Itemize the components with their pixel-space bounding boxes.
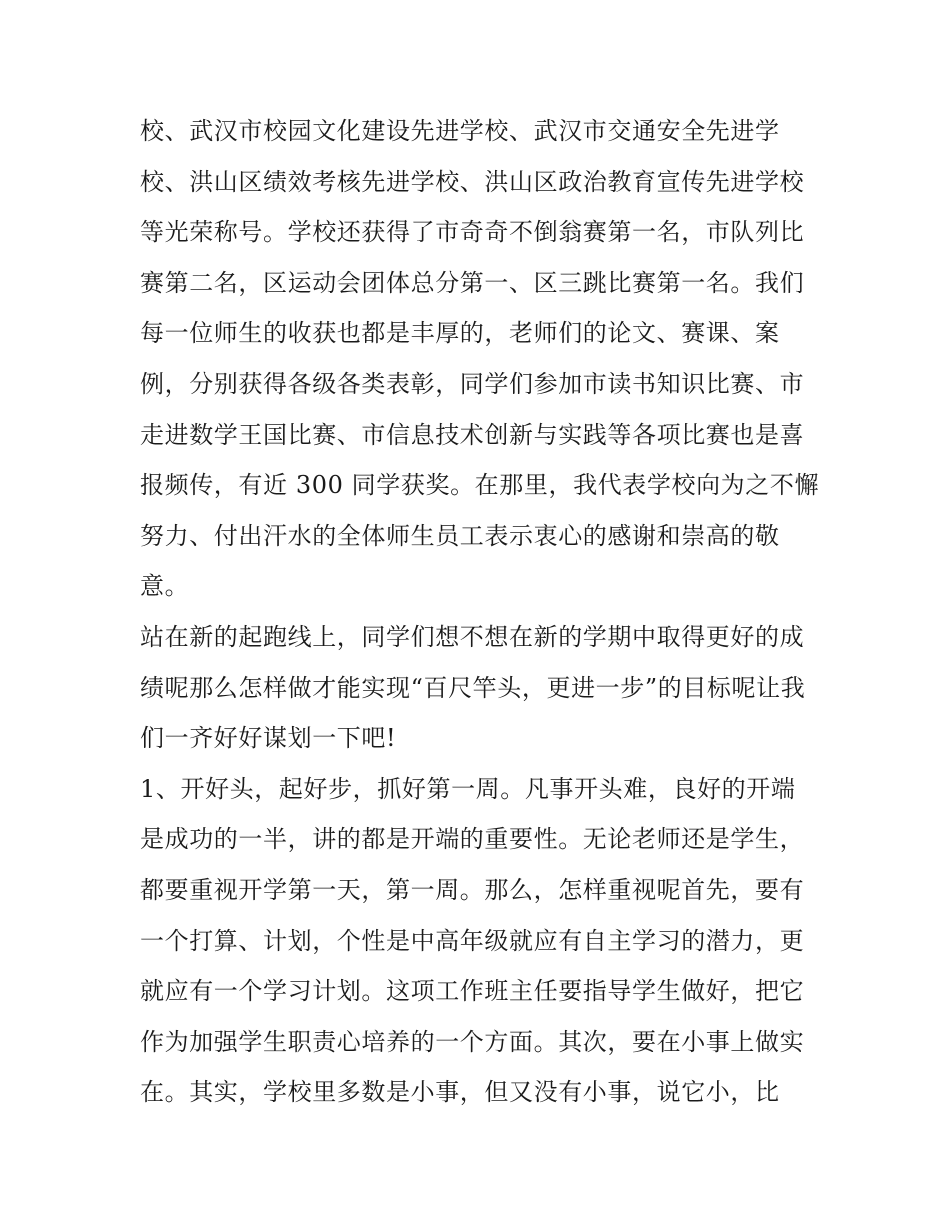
text-line: 努力、付出汗水的全体师生员工表示衷心的感谢和崇高的敬 <box>140 521 780 550</box>
text-line: 就应有一个学习计划。这项工作班主任要指导学生做好，把它 <box>140 977 805 1006</box>
text-line: 作为加强学生职责心培养的一个方面。其次，要在小事上做实 <box>140 1027 805 1056</box>
text-line: 站在新的起跑线上，同学们想不想在新的学期中取得更好的成 <box>140 622 805 651</box>
document-body <box>140 106 820 1118</box>
text-line: 绩呢那么怎样做才能实现“百尺竿头，更进一步”的目标呢让我 <box>140 673 806 702</box>
text-line: 1、开好头，起好步，抓好第一周。凡事开头难，良好的开端 <box>140 774 796 803</box>
text-line: 都要重视开学第一天，第一周。那么，怎样重视呢首先，要有 <box>140 875 805 904</box>
text-line: 走进数学王国比赛、市信息技术创新与实践等各项比赛也是喜 <box>140 420 805 449</box>
text-line: 们一齐好好谋划一下吧! <box>140 724 397 753</box>
text-line: 报频传，有近 300 同学获奖。在那里，我代表学校向为之不懈 <box>140 471 820 500</box>
text-line: 例，分别获得各级各类表彰，同学们参加市读书知识比赛、市 <box>140 369 805 398</box>
text-line: 校、洪山区绩效考核先进学校、洪山区政治教育宣传先进学校 <box>140 167 805 196</box>
text-line: 一个打算、计划，个性是中高年级就应有自主学习的潜力，更 <box>140 926 805 955</box>
paragraph-achievements <box>140 106 820 612</box>
paragraph-point-one <box>140 764 820 1118</box>
text-line: 是成功的一半，讲的都是开端的重要性。无论老师还是学生， <box>140 825 805 854</box>
text-line: 校、武汉市校园文化建设先进学校、武汉市交通安全先进学 <box>140 117 780 145</box>
text-line: 在。其实，学校里多数是小事，但又没有小事，说它小，比 <box>140 1078 780 1107</box>
text-line: 每一位师生的收获也都是丰厚的，老师们的论文、赛课、案 <box>140 319 780 348</box>
paragraph-new-start <box>140 612 820 764</box>
text-line: 赛第二名，区运动会团体总分第一、区三跳比赛第一名。我们 <box>140 268 805 297</box>
text-line: 等光荣称号。学校还获得了市奇奇不倒翁赛第一名，市队列比 <box>140 218 805 247</box>
text-line: 意。 <box>140 572 190 601</box>
